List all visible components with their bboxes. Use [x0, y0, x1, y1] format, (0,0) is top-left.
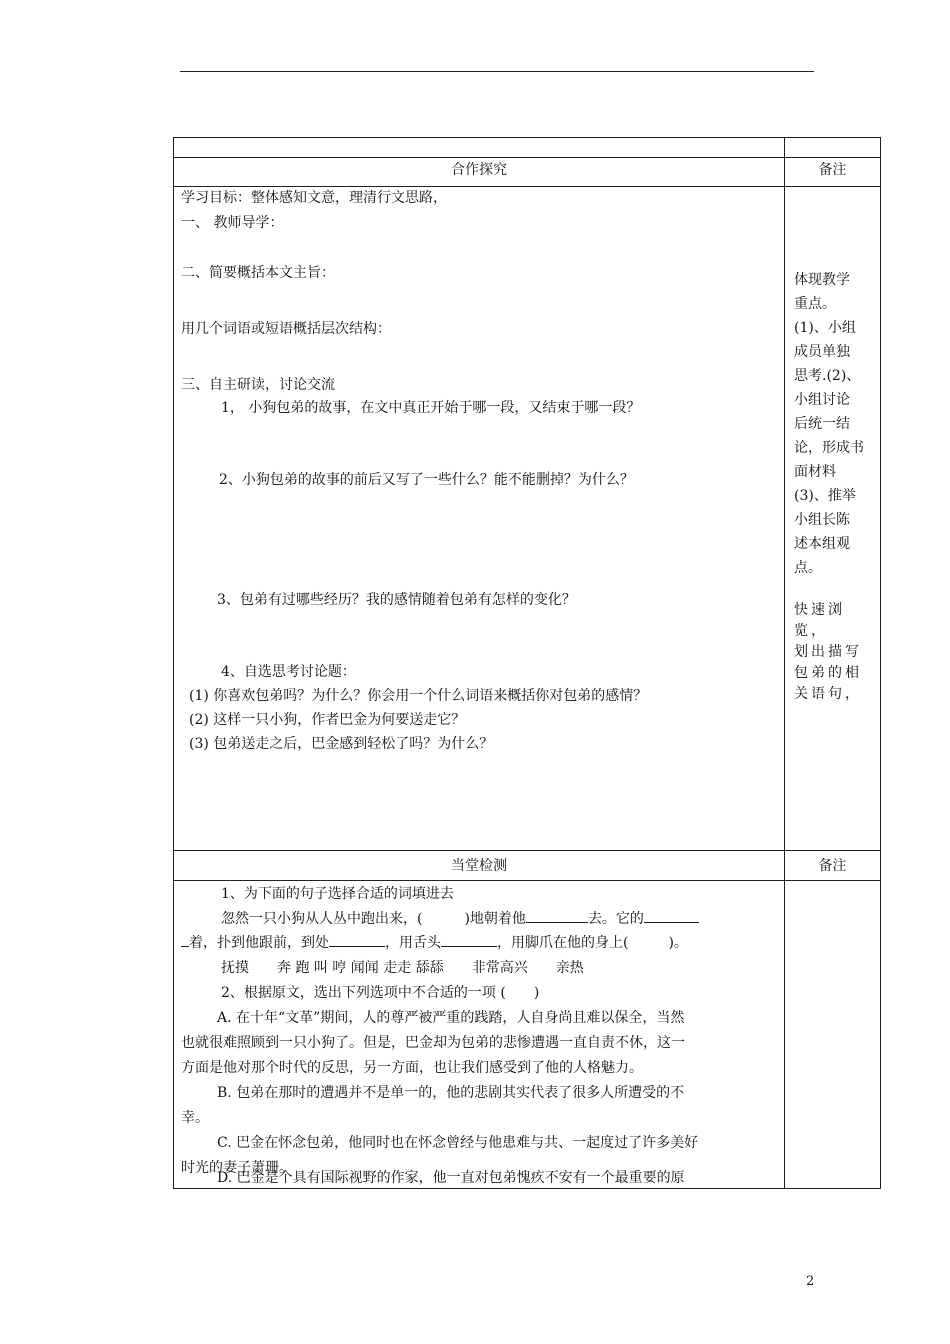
question-2: 2、小狗包弟的故事的前后又写了一些什么？能不能删掉？为什么？	[219, 472, 634, 488]
note-line: 关语句，	[794, 686, 862, 702]
note-line: 后统一结	[794, 416, 850, 432]
question-4c: (3) 包弟送走之后，巴金感到轻松了吗？为什么？	[189, 736, 494, 752]
option-b-line2: 幸。	[181, 1110, 209, 1126]
option-a-line2: 也就很难照顾到一只小狗了。但是，巴金却为包弟的悲惨遭遇一直自责不休，这一	[181, 1035, 685, 1051]
question-1: 1， 小狗包弟的故事，在文中真正开始于哪一段，又结束于哪一段？	[221, 400, 641, 416]
structure-item: 用几个词语或短语概括层次结构：	[181, 321, 391, 337]
column-divider	[784, 138, 785, 850]
note-line: 快速浏览，	[794, 602, 845, 639]
word-bank: 抚摸 奔 跑 叫 哼 闻闻 走走 舔舔 非常高兴 亲热	[221, 960, 584, 976]
option-c-line2: 时光的妻子萧珊。	[181, 1160, 293, 1176]
fill-blank[interactable]	[526, 908, 588, 923]
note-line: 述本组观	[794, 536, 850, 552]
question-4: 4、自选思考讨论题：	[221, 664, 356, 680]
note-line: 小组长陈	[794, 512, 850, 528]
row-divider	[174, 880, 880, 881]
summary-item: 二、简要概括本文主旨：	[181, 265, 335, 281]
fill-blank[interactable]	[644, 908, 699, 923]
sentence-part: ，用舌头	[385, 935, 441, 951]
note-line: 包弟的相	[794, 665, 862, 681]
note-header: 备注	[818, 162, 847, 178]
question-4b: (2) 这样一只小狗，作者巴金为何要送走它？	[189, 712, 466, 728]
option-d-line1: D. 巴金是个具有国际视野的作家，他一直对包弟愧疚不安有一个最重要的原	[217, 1170, 685, 1186]
header-rule	[180, 71, 814, 72]
note-line: (1)、小组	[794, 320, 856, 336]
fill-blank[interactable]	[441, 932, 497, 947]
fill-blank[interactable]	[329, 932, 385, 947]
column-divider	[784, 851, 785, 1188]
note-line: 成员单独	[794, 344, 850, 360]
page-number: 2	[806, 1274, 815, 1289]
option-c-line1: C. 巴金在怀念包弟，他同时也在怀念曾经与他患难与共、一起度过了许多美好	[217, 1135, 699, 1151]
fill-blank[interactable]	[181, 932, 189, 947]
option-a-line3: 方面是他对那个时代的反思，另一方面，也让我们感受到了他的人格魅力。	[181, 1060, 643, 1076]
sentence-part: )。	[668, 935, 688, 951]
section-title: 合作探究	[451, 162, 507, 178]
row-divider	[174, 157, 880, 158]
note-line: 划出描写	[794, 644, 862, 660]
sentence-part: )地朝着他	[464, 911, 526, 927]
sentence-part: 去。它的	[587, 911, 644, 927]
exercise-2: 2、根据原文，选出下列选项中不合适的一项 ( )	[221, 985, 540, 1001]
note-header: 备注	[818, 858, 847, 874]
classroom-test-table	[173, 850, 881, 1189]
cooperative-inquiry-table	[173, 137, 881, 851]
option-b-line1: B. 包弟在那时的遭遇并不是单一的，他的悲剧其实代表了很多人所遭受的不	[217, 1085, 685, 1101]
question-3: 3、包弟有过哪些经历？我的感情随着包弟有怎样的变化？	[217, 592, 576, 608]
row-divider	[174, 186, 880, 187]
note-line: 重点。	[794, 296, 836, 312]
note-line: 思考.(2)、	[794, 368, 861, 384]
sentence-part: 着，扑到他跟前，到处	[189, 935, 329, 951]
section-title: 当堂检测	[451, 858, 507, 874]
learning-goal: 学习目标：整体感知文意，理清行文思路，	[181, 190, 447, 206]
sentence-part: 忽然一只小狗从人丛中跑出来，(	[221, 911, 423, 927]
exercise-1: 1、为下面的句子选择合适的词填进去	[221, 886, 454, 902]
exercise-1-sentence-line2	[181, 932, 688, 954]
note-browse	[794, 600, 876, 705]
note-line: 点。	[794, 560, 822, 576]
exercise-1-sentence-line1	[221, 908, 699, 930]
note-line: 论，形成书	[794, 440, 864, 456]
guide-item: 一、 教师导学：	[181, 215, 284, 231]
option-a-line1: A. 在十年“文革”期间，人的尊严被严重的践踏，人自身尚且难以保全，当然	[217, 1010, 685, 1026]
note-line: (3)、推举	[794, 488, 856, 504]
note-line: 小组讨论	[794, 392, 850, 408]
discussion-heading: 三、自主研读，讨论交流	[181, 377, 335, 393]
note-text	[794, 268, 876, 580]
note-line: 体现教学	[794, 272, 850, 288]
note-line: 面材料	[794, 464, 836, 480]
sentence-part: ，用脚爪在他的身上(	[497, 935, 629, 951]
question-4a: (1) 你喜欢包弟吗？为什么？你会用一个什么词语来概括你对包弟的感情？	[189, 688, 648, 704]
